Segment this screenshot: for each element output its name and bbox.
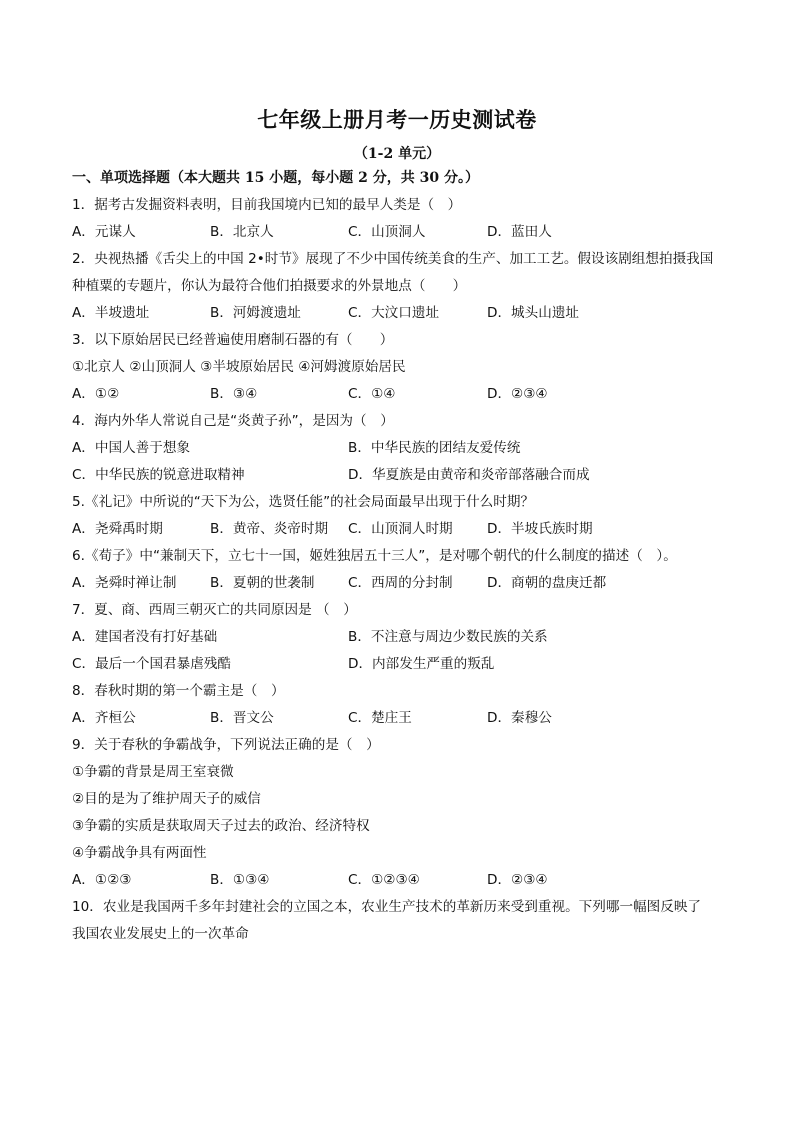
exam-subtitle: （1-2 单元） — [353, 146, 441, 162]
q4-option-c: C．中华民族的锐意进取精神 — [72, 467, 245, 483]
q3-option-b: B．③④ — [210, 386, 258, 402]
q4-option-a: A．中国人善于想象 — [72, 440, 191, 456]
q7-option-d: D．内部发生严重的叛乱 — [348, 656, 495, 672]
q5-option-b: B．黄帝、炎帝时期 — [210, 521, 329, 537]
q3-option-a: A．①② — [72, 386, 120, 402]
question-3-stem: 3．以下原始居民已经普遍使用磨制石器的有（ ） — [72, 332, 394, 348]
q5-option-d: D．半坡氏族时期 — [487, 521, 593, 537]
q5-option-a: A．尧舜禹时期 — [72, 521, 163, 537]
section-heading: 一、单项选择题（本大题共 15 小题，每小题 2 分，共 30 分。） — [72, 170, 479, 186]
q8-option-a: A．齐桓公 — [72, 710, 136, 726]
q3-option-d: D．②③④ — [487, 386, 548, 402]
q4-option-d: D．华夏族是由黄帝和炎帝部落融合而成 — [348, 467, 590, 483]
q2-option-c: C．大汶口遗址 — [348, 305, 440, 321]
question-2-stem-line2: 种植粟的专题片，你认为最符合他们拍摄要求的外景地点（ ） — [72, 278, 467, 294]
question-3-items: ①北京人 ②山顶洞人 ③半坡原始居民 ④河姆渡原始居民 — [72, 359, 406, 375]
q6-option-a: A．尧舜时禅让制 — [72, 575, 177, 591]
q9-option-a: A．①②③ — [72, 872, 132, 888]
question-9-stem: 9．关于春秋的争霸战争，下列说法正确的是（ ） — [72, 737, 380, 753]
q1-option-c: C．山顶洞人 — [348, 224, 426, 240]
question-5-stem: 5.《礼记》中所说的“天下为公，选贤任能”的社会局面最早出现于什么时期？ — [72, 494, 535, 510]
q2-option-d: D．城头山遗址 — [487, 305, 580, 321]
question-1-stem: 1．据考古发掘资料表明，目前我国境内已知的最早人类是（ ） — [72, 197, 462, 213]
question-9-item-3: ③争霸的实质是获取周天子过去的政治、经济特权 — [72, 818, 370, 834]
q9-option-d: D．②③④ — [487, 872, 548, 888]
question-9-item-1: ①争霸的背景是周王室衰微 — [72, 764, 234, 780]
q8-option-d: D．秦穆公 — [487, 710, 552, 726]
q5-option-c: C．山顶洞人时期 — [348, 521, 453, 537]
q6-option-b: B．夏朝的世袭制 — [210, 575, 315, 591]
q9-option-b: B．①③④ — [210, 872, 270, 888]
q7-option-c: C．最后一个国君暴虐残酷 — [72, 656, 232, 672]
question-9-item-2: ②目的是为了维护周天子的威信 — [72, 791, 261, 807]
q6-option-c: C．西周的分封制 — [348, 575, 453, 591]
q8-option-b: B．晋文公 — [210, 710, 274, 726]
question-4-stem: 4．海内外华人常说自己是“炎黄子孙”，是因为（ ） — [72, 413, 394, 429]
exam-title: 七年级上册月考一历史测试卷 — [257, 107, 537, 132]
question-10-stem-line1: 10．农业是我国两千多年封建社会的立国之本，农业生产技术的革新历来受到重视。下列哪一幅图反映了 — [72, 899, 702, 915]
question-2-stem-line1: 2．央视热播《舌尖上的中国 2•时节》展现了不少中国传统美食的生产、加工工艺。假设该剧组想拍摄我国 — [72, 251, 714, 267]
q9-option-c: C．①②③④ — [348, 872, 420, 888]
q1-option-a: A．元谋人 — [72, 224, 136, 240]
question-10-stem-line2: 我国农业发展史上的一次革命 — [72, 926, 249, 942]
q7-option-a: A．建国者没有打好基础 — [72, 629, 218, 645]
question-9-item-4: ④争霸战争具有两面性 — [72, 845, 207, 861]
q2-option-b: B．河姆渡遗址 — [210, 305, 301, 321]
q1-option-b: B．北京人 — [210, 224, 274, 240]
question-6-stem: 6.《荀子》中“兼制天下，立七十一国，姬姓独居五十三人”，是对哪个朝代的什么制度的描述（ ）。 — [72, 548, 677, 564]
q7-option-b: B．不注意与周边少数民族的关系 — [348, 629, 548, 645]
q3-option-c: C．①④ — [348, 386, 396, 402]
q4-option-b: B．中华民族的团结友爱传统 — [348, 440, 521, 456]
question-8-stem: 8．春秋时期的第一个霸主是（ ） — [72, 683, 285, 699]
q2-option-a: A．半坡遗址 — [72, 305, 150, 321]
q8-option-c: C．楚庄王 — [348, 710, 412, 726]
q6-option-d: D．商朝的盘庚迁都 — [487, 575, 607, 591]
question-7-stem: 7．夏、商、西周三朝灭亡的共同原因是 （ ） — [72, 602, 357, 618]
q1-option-d: D．蓝田人 — [487, 224, 552, 240]
